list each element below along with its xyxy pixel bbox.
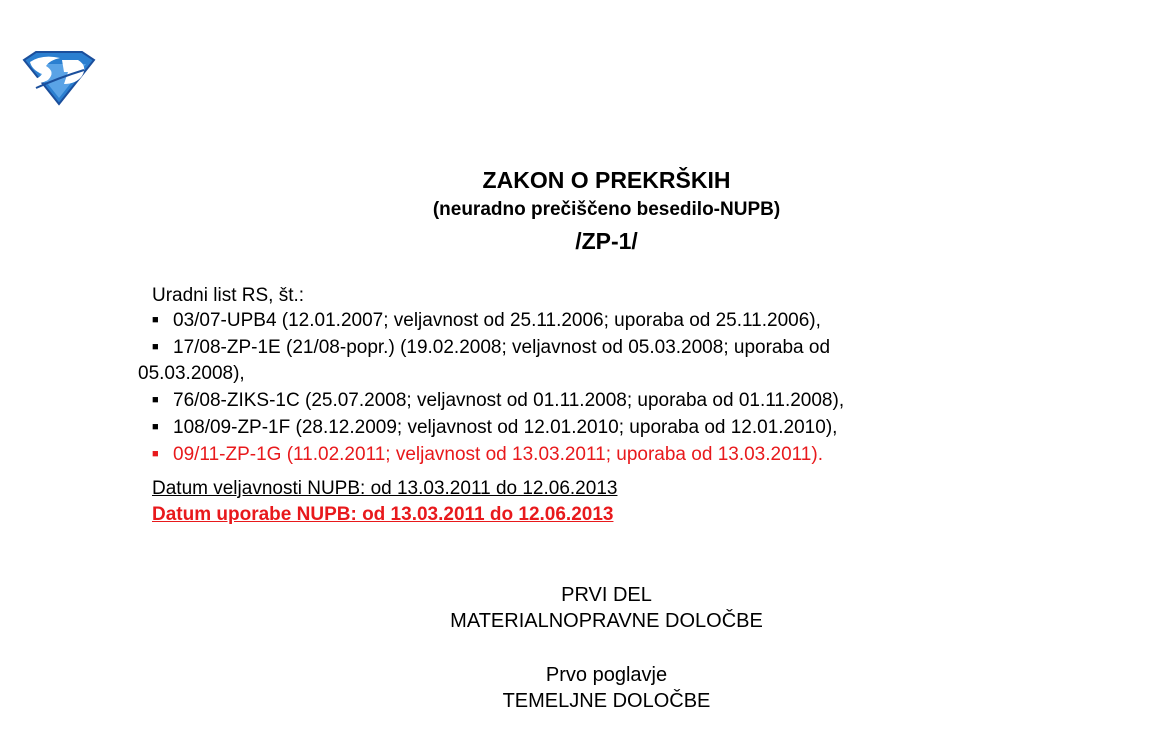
list-item [138,414,998,441]
square-bullet-icon: ■ [152,421,159,433]
part-label: PRVI DEL [561,584,652,606]
chapter-label: Prvo poglavje [545,664,668,686]
square-bullet-icon: ■ [152,314,159,326]
amendment-text: 17/08-ZP-1E (21/08-popr.) (19.02.2008; veljavnost od 05.03.2008; uporaba od [173,337,831,358]
gazette-label: Uradni list RS, št.: [152,285,305,306]
square-bullet-icon: ■ [152,341,159,353]
list-item-highlighted [138,441,998,468]
sd-shield-logo-icon [22,50,96,106]
amendments-list [138,307,998,468]
document-title: ZAKON O PREKRŠKIH [482,167,731,193]
amendment-text: 03/07-UPB4 (12.01.2007; veljavnost od 25.11.2006; uporaba od 25.11.2006), [173,310,821,331]
list-item [138,387,998,414]
amendment-text-continued: 05.03.2008), [138,363,245,384]
list-item [138,334,998,387]
document-subtitle: (neuradno prečiščeno besedilo-NUPB) [432,199,781,220]
application-date: Datum uporabe NUPB: od 13.03.2011 do 12.06.2013 [152,504,614,525]
amendment-text: 76/08-ZIKS-1C (25.07.2008; veljavnost od 01.11.2008; uporaba od 01.11.2008), [173,390,845,411]
chapter-title: TEMELJNE DOLOČBE [502,690,711,712]
amendment-text: 09/11-ZP-1G (11.02.2011; veljavnost od 13.03.2011; uporaba od 13.03.2011). [173,444,823,465]
part-title: MATERIALNOPRAVNE DOLOČBE [450,610,763,632]
amendment-text: 108/09-ZP-1F (28.12.2009; veljavnost od 12.01.2010; uporaba od 12.01.2010), [173,417,838,438]
list-item [138,307,998,334]
validity-date: Datum veljavnosti NUPB: od 13.03.2011 do 12.06.2013 [152,478,618,499]
document-code: /ZP-1/ [575,228,638,254]
square-bullet-icon: ■ [152,448,159,460]
square-bullet-icon: ■ [152,394,159,406]
